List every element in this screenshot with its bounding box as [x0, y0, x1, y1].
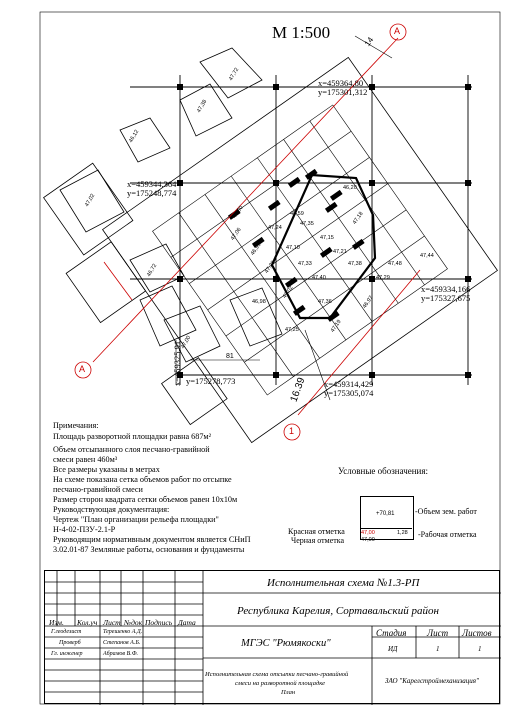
note-line: 3.02.01-87 Земляные работы, основания и фундаменты [53, 545, 245, 554]
note-line: Чертеж "План организации рельефа площадки" [53, 515, 219, 524]
stamp-object: МГЭС "Рюмякоски" [241, 638, 331, 649]
note-line: Руководствующая документация: [53, 505, 170, 514]
legend-divider [360, 528, 412, 529]
spot-elevation-label: 46,20 [343, 185, 357, 191]
legend-black-mark: Черная отметка [291, 536, 345, 545]
stamp-role: Гл. инженер [51, 651, 83, 657]
spot-elevation-label: 47,48 [388, 261, 402, 267]
legend-red-mark: Красная отметка [288, 527, 345, 536]
stamp-col-header: №док [124, 618, 143, 627]
spot-elevation-label: 47,18 [351, 210, 365, 226]
neighbor-elevation-label: 47,38 [196, 98, 209, 114]
coord-y: y=175301,312 [318, 87, 368, 97]
stamp-description: Исполнительная схема отсыпки песчано-гравийной [205, 671, 349, 678]
note-line: Объем отсыпанного слоя песчано-гравийной [53, 445, 210, 454]
dimension-label: 81 [226, 353, 234, 360]
stamp-region: Республика Карелия, Сортавальский район [237, 605, 439, 617]
legend-sample-volume: +70,81 [376, 511, 395, 517]
legend-earth-volume: -Объем зем. работ [415, 507, 477, 516]
spot-elevation-label: 46,97 [361, 294, 375, 310]
note-line: Все размеры указаны в метрах [53, 465, 160, 474]
stamp-sheet-header: Лист [427, 628, 449, 638]
spot-elevation-label: 47,15 [320, 235, 334, 241]
legend-sample-work: 1,28 [397, 530, 408, 536]
spot-elevation-label: 47,06 [229, 226, 243, 242]
spot-elevation-label: 47,10 [286, 245, 300, 251]
note-line: песчано-гравийной смеси [53, 485, 143, 494]
spot-elevation-label: 47,44 [420, 253, 434, 259]
coord-point-4-y [186, 376, 235, 386]
coord-point-5 [324, 380, 373, 398]
neighbor-elevation-label: 47,00 [180, 334, 193, 350]
stamp-company: ЗАО "Карелстроймеханизация" [385, 677, 479, 685]
spot-elevation-label: 47,28 [263, 259, 277, 275]
coord-x: x=459364,80 [318, 78, 364, 88]
legend-work-mark: -Рабочая отметка [418, 530, 477, 539]
note-line: Размер сторон квадрата сетки объемов равен 10х10м [53, 495, 238, 504]
stamp-col-header: Дата [178, 618, 196, 627]
coord-x: x=459314,429 [324, 379, 374, 389]
spot-elevation-label: 47,33 [298, 261, 312, 267]
coord-point-2 [127, 180, 176, 198]
stamp-role: Г.геодезист [51, 629, 82, 635]
notes-block [53, 421, 283, 555]
dimension-label: 14 [362, 35, 376, 48]
spot-elevation-label: 47,38 [348, 261, 362, 267]
stamp-name: Абрамов В.Ф. [103, 651, 139, 657]
dimension-label: 16.39 [288, 376, 308, 404]
grid-cross-marks [177, 84, 471, 378]
neighbor-plots [60, 48, 282, 362]
spot-elevation-label: 47,29 [376, 275, 390, 281]
spot-elevation-label: 46,98 [252, 299, 266, 305]
stamp-stage: ИД [388, 645, 398, 653]
stamp-col-header: Изм. [49, 618, 64, 627]
note-line: Площадь разворотной площадки равна 687м² [53, 432, 212, 441]
title-block [44, 570, 500, 704]
spot-elevation-label: 46,99 [249, 241, 263, 257]
stamp-col-header: Лист [103, 618, 121, 627]
note-line: На схеме показана сетка объемов работ по отсыпке [53, 475, 232, 484]
stamp-col-header: Кол.уч [77, 618, 98, 627]
spot-elevation-label: 47,00 [231, 204, 245, 220]
axis-a-left-label: А [79, 364, 86, 374]
note-line: Н-4-02-ПЗУ-2.1-Р [53, 525, 116, 534]
stamp-name: Терешенко А.Д. [103, 629, 143, 635]
stamp-name: Степанов А.Б. [103, 640, 141, 646]
notes-heading: Примечания: [53, 421, 99, 430]
coord-y: y=175248,774 [127, 188, 177, 198]
stamp-description: смеси на разворотной площадке [235, 680, 326, 687]
spot-elevation-label: 47,36 [318, 299, 332, 305]
note-line: Руководящим нормативным документом является СНиП [53, 535, 251, 544]
note-line: смеси равен 460м³ [53, 455, 118, 464]
stamp-title: Исполнительная схема №1.3-РП [267, 577, 420, 589]
coord-x: x=459334,166 [421, 284, 471, 294]
spot-elevation-label: 47,25 [285, 327, 299, 333]
scale-label: М 1:500 [272, 23, 331, 42]
legend-title: Условные обозначения: [338, 466, 429, 476]
coord-y: y=175327,675 [421, 293, 471, 303]
stamp-sheets: 1 [478, 645, 482, 653]
stamp-stage-header: Стадия [376, 628, 407, 638]
neighbor-elevation-label: 47,72 [228, 66, 241, 82]
coord-y: y=175305,074 [324, 388, 374, 398]
coordinate-grid [130, 75, 472, 385]
spot-elevation-label: 47,35 [300, 221, 314, 227]
legend-sample-black: 47,00 [361, 537, 375, 543]
spot-elevation-label: 47,19 [329, 318, 343, 334]
neighbor-elevation-label: 47,02 [84, 192, 97, 208]
stamp-role: Проверб [59, 640, 81, 646]
spot-elevation-label: 47,40 [312, 275, 326, 281]
stamp-sheet: 1 [436, 645, 440, 653]
stamp-sheets-header: Листов [462, 628, 492, 638]
spot-elevation-label: 47,24 [268, 225, 282, 231]
neighbor-elevation-label: 46,72 [146, 262, 159, 278]
coord-point-1 [318, 79, 367, 97]
spot-elevation-label: 47,02 [281, 284, 295, 300]
spot-elevation-label: 48,59 [290, 211, 304, 217]
legend-sample-red: 47,00 [361, 530, 375, 536]
coord-x: x=459344,364 [127, 179, 177, 189]
axis-1-label: 1 [289, 426, 295, 436]
coord-y: y=175278,773 [186, 376, 236, 386]
spot-elevation-label: 47,21 [333, 249, 347, 255]
stamp-col-header: Подпись [145, 618, 173, 627]
coord-point-3 [421, 285, 470, 303]
neighbor-elevation-label: 46,12 [128, 128, 141, 144]
axis-a-top-label: А [394, 26, 401, 36]
stamp-description: План [281, 689, 296, 696]
coord-x: x=459325,91 [172, 340, 182, 386]
